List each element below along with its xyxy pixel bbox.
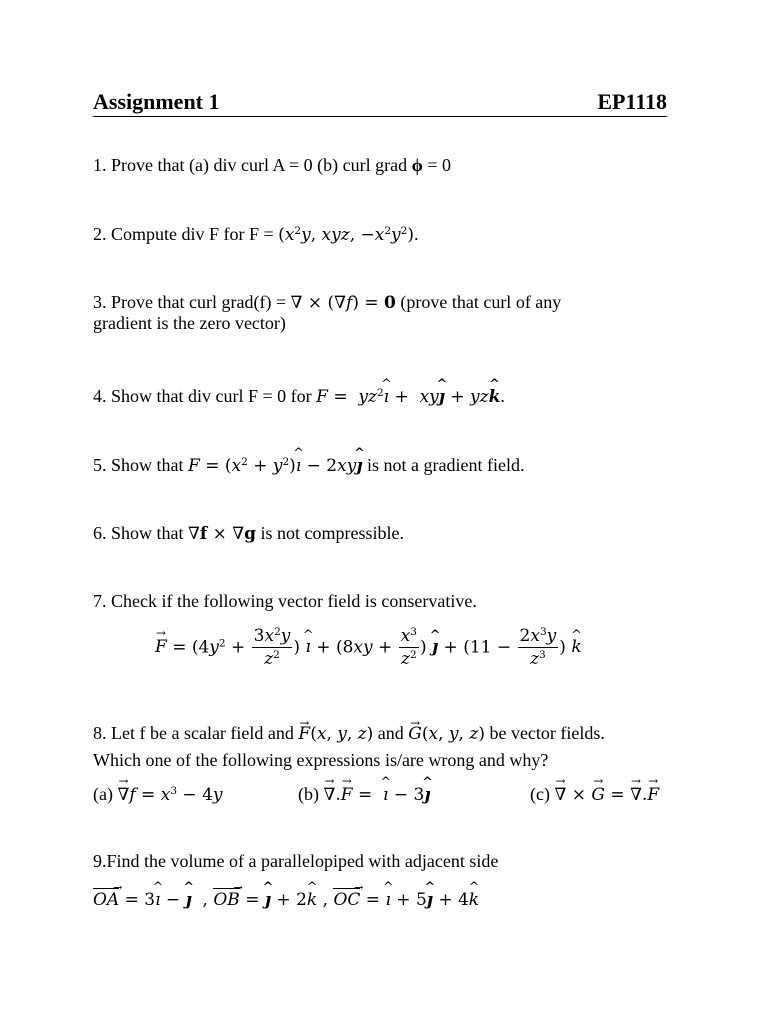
question-1: 1. Prove that (a) div curl A = 0 (b) curl grad ϕ = 0 bbox=[93, 155, 451, 175]
question-8: 8. Let f be a scalar field and F →(x, y, z) and G →(x, y, z) be vector fields. Which one of the following expressions is/are wrong and why? bbox=[93, 720, 605, 773]
question-8-option-a: (a) ∇ $\to f = x^3 - 4y$ bbox=[93, 784, 223, 805]
question-8-option-c: (c) ∇ → × G → = ∇ →.F → bbox=[530, 784, 659, 805]
course-code: EP1118 bbox=[597, 89, 667, 114]
question-6: 6. Show that ∇f × ∇g is not compressible. bbox=[93, 523, 405, 544]
question-8-option-b: (b) ∇ →.F → = ı ^ − 3ȷ ^ bbox=[298, 784, 431, 805]
assignment-title: Assignment 1 bbox=[93, 89, 220, 114]
question-3: 3. Prove that curl grad(f) = ∇ × (∇f) = 0 (prove that curl of any gradient is the zero vector) bbox=[93, 292, 562, 333]
question-7: 7. Check if the following vector field is conservative. bbox=[93, 591, 477, 611]
question-2: 2. Compute div F for $F = (x^2y$, xyz, $-x^2y^2$). bbox=[93, 224, 419, 245]
question-9: 9.Find the volume of a parallelopiped with adjacent side bbox=[93, 851, 499, 871]
question-5: 5. Show that $F = (x^2$ + $y^2)ı$ ^ − 2xyȷ ^ is not a gradient field. bbox=[93, 455, 524, 476]
question-4: 4. Show that div curl F = 0 for $F = yz^2ı$ ^ + xyȷ ^ + yzk ^. bbox=[93, 386, 505, 407]
question-7-equation: F → = ($4y^2$ + $\frac{3x^2y}{z^2}$ ) ı ^ + (8xy + $\frac{x^3}{z^2}$ ) ȷ ^ + (11 − $\frac{2x^3y}{z^3}$ ) k ^ bbox=[155, 626, 582, 670]
question-9-vectors: OA → = 3ı ^ − ȷ ^ , OB → = ȷ ^ + 2k ^ , OC → = ı ^ + 5ȷ ^ + 4k ^ bbox=[93, 888, 479, 910]
header-bar bbox=[93, 88, 667, 117]
